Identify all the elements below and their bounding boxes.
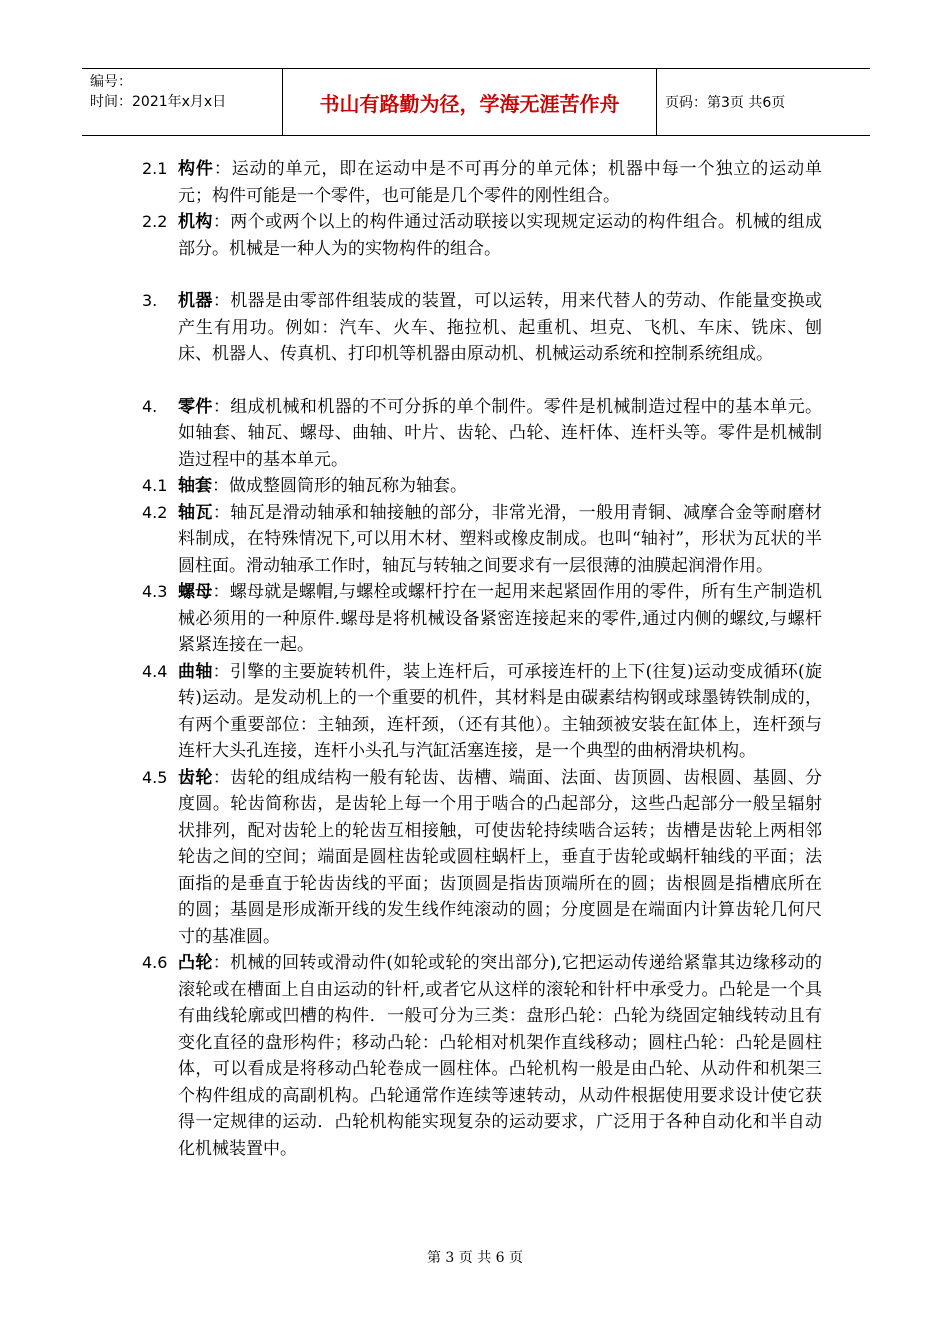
section-4 [142,394,822,474]
section-4-3 [142,579,822,659]
section-3 [142,288,822,368]
section-2-1 [142,156,822,209]
section-4-1 [142,473,822,500]
page-footer: 第 3 页 共 6 页 [426,1250,524,1266]
section-number: 4. [142,396,158,416]
section-text: ：组成机械和机器的不可分拆的单个制件。零件是机械制造过程中的基本单元。如轴套、轴瓦、螺母、曲轴、叶片、齿轮、凸轮、连杆体、连杆头等。零件是机械制造过程中的基本单元。 [178,396,823,470]
section-number: 2.2 [142,212,168,231]
section-number: 4.5 [142,767,168,787]
section-term: 曲轴 [178,661,213,682]
section-number: 4.2 [142,502,168,522]
section-text: ：两个或两个以上的构件通过活动联接以实现规定运动的构件组合。机械的组成部分。机械是一种人为的实物构件的组合。 [178,212,823,259]
section-number: 4.6 [142,953,168,972]
section-4-6 [142,950,822,1162]
section-number: 2.1 [142,159,168,178]
section-term: 螺母 [178,582,213,602]
section-number: 3. [142,291,158,310]
section-term: 轴套 [178,476,212,496]
section-4-4 [142,659,822,765]
section-number: 4.4 [142,661,168,681]
section-text: ：运动的单元，即在运动中是不可再分的单元体；机器中每一个独立的运动单元；构件可能是一个零件，也可能是几个零件的刚性组合。 [178,159,823,206]
section-text: ：齿轮的组成结构一般有轮齿、齿槽、端面、法面、齿顶圆、齿根圆、基圆、分度圆。轮齿简称齿，是齿轮上每一个用于啮合的凸起部分，这些凸起部分一般呈辐射状排列，配对齿轮上的轮齿互相接触，可使齿轮持续啮合运转；齿槽是齿轮上两相邻轮齿之间的空间；端面是圆柱齿轮或圆柱蜗杆上，垂直于齿轮或蜗杆轴线的平面；法面指的是垂直于轮齿齿线的平面；齿顶圆是指齿顶端所在的圆；齿根圆是指槽底所在的圆；基圆是形成渐开线的发生线作纯滚动的圆；分度圆是在端面内计算齿轮几何尺寸的基准圆。 [178,767,823,947]
section-term: 机器 [178,291,213,311]
header-page-label: 页码：第3页 共6页 [665,95,786,111]
section-2-2 [142,209,822,262]
section-text: ：轴瓦是滑动轴承和轴接触的部分，非常光滑，一般用青铜、减摩合金等耐磨材料制成，在特殊情况下,可以用木材、塑料或橡皮制成。也叫“轴衬”，形状为瓦状的半圆柱面。滑动轴承工作时，轴瓦与转轴之间要求有一层很薄的油膜起润滑作用。 [178,502,823,576]
section-term: 齿轮 [178,767,213,788]
section-term: 机构 [178,212,213,232]
header-left-cell [82,69,283,135]
section-term: 轴瓦 [178,502,213,523]
section-term: 凸轮 [178,953,213,973]
document-body [142,156,822,1162]
doc-number-label: 编号： [90,74,132,90]
section-text: ：机器是由零部件组装成的装置，可以运转，用来代替人的劳动、作能量变换或产生有用功。例如：汽车、火车、拖拉机、起重机、坦克、飞机、车床、铣床、刨床、机器人、传真机、打印机等机器由原动机、机械运动系统和控制系统组成。 [178,291,823,364]
header-motto: 书山有路勤为径，学海无涯苦作舟 [283,69,657,135]
section-text: ：引擎的主要旋转机件，装上连杆后，可承接连杆的上下(往复)运动变成循环(旋转)运动。是发动机上的一个重要的机件，其材料是由碳素结构钢或球墨铸铁制成的，有两个重要部位：主轴颈，连杆颈，（还有其他）。主轴颈被安装在缸体上，连杆颈与连杆大头孔连接，连杆小头孔与汽缸活塞连接，是一个典型的曲柄滑块机构。 [178,661,822,761]
section-number: 4.3 [142,582,168,601]
doc-time-label: 时间：2021年x月x日 [90,94,227,110]
section-text: ：螺母就是螺帽,与螺栓或螺杆拧在一起用来起紧固作用的零件，所有生产制造机械必须用的一种原件.螺母是将机械设备紧密连接起来的零件,通过内侧的螺纹,与螺杆紧紧连接在一起。 [178,582,823,655]
section-text: ：机械的回转或滑动件(如轮或轮的突出部分),它把运动传递给紧靠其边缘移动的滚轮或在槽面上自由运动的针杆,或者它从这样的滚轮和针杆中承受力。凸轮是一个具有曲线轮廓或凹槽的构件．一般可分为三类：盘形凸轮：凸轮为绕固定轴线转动且有变化直径的盘形构件；移动凸轮：凸轮相对机架作直线移动；圆柱凸轮：凸轮是圆柱体，可以看成是将移动凸轮卷成一圆柱体。凸轮机构一般是由凸轮、从动件和机架三个构件组成的高副机构。凸轮通常作连续等速转动，从动件根据使用要求设计使它获得一定规律的运动．凸轮机构能实现复杂的运动要求，广泛用于各种自动化和半自动化机械装置中。 [178,953,823,1159]
page-header [82,68,870,136]
section-4-2 [142,500,822,580]
section-term: 零件 [178,396,213,417]
section-term: 构件 [178,159,214,179]
section-text: ：做成整圆筒形的轴瓦称为轴套。 [212,476,467,496]
section-4-5 [142,765,822,951]
section-number: 4.1 [142,476,168,495]
